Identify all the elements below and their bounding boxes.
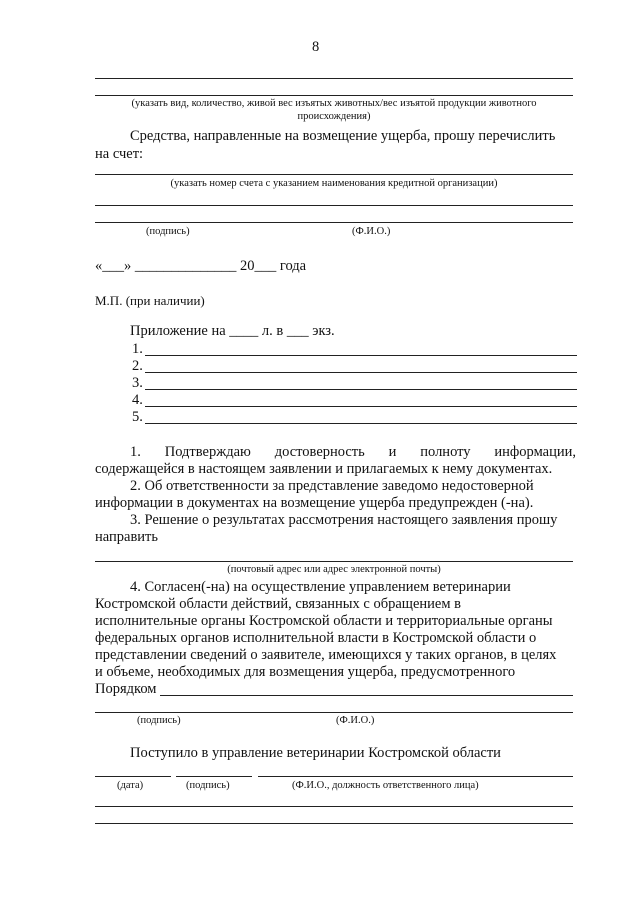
animals-caption-line-1: (указать вид, количество, живой вес изъятых животных/вес изъятой продукции животного <box>131 98 537 109</box>
para1-line-2: содержащейся в настоящем заявлении и прилагаемых к нему документах. <box>95 461 553 477</box>
fill-line-account <box>95 174 573 175</box>
fill-line-account-2 <box>95 205 573 206</box>
para4-last-word: Порядком <box>95 681 157 697</box>
appendix-item-1: 1. <box>132 341 143 357</box>
funds-line-1: Средства, направленные на возмещение ущерба, прошу перечислить <box>130 128 556 144</box>
appendix-line-4 <box>145 406 577 407</box>
fill-line-animals <box>95 78 573 79</box>
date-line: «___» ______________ 20___ года <box>95 258 307 274</box>
para4-line-6: и объеме, необходимых для возмещения ущерба, предусмотренного <box>95 664 516 680</box>
received-line: Поступило в управление ветеринарии Костромской области <box>130 745 501 761</box>
fill-line-date <box>95 776 171 777</box>
appendix-item-4: 4. <box>132 392 143 408</box>
para3-line-2: направить <box>95 529 159 545</box>
signature-label-2: (подпись) <box>137 715 181 726</box>
animals-caption-line-2: происхождения) <box>297 111 371 122</box>
para4-line-4: федеральных органов исполнительной власти в Костромской области о <box>95 630 537 646</box>
appendix-line-2 <box>145 372 577 373</box>
fill-line-animals-2 <box>95 95 573 96</box>
appendix-line-1 <box>145 355 577 356</box>
para1-line-1: 1. Подтверждаю достоверность и полноту информации, <box>130 444 576 460</box>
appendix-item-3: 3. <box>132 375 143 391</box>
signature-label-1: (подпись) <box>146 226 190 237</box>
official-label: (Ф.И.О., должность ответственного лица) <box>292 780 479 791</box>
appendix-item-5: 5. <box>132 409 143 425</box>
page-number: 8 <box>312 39 320 55</box>
fill-line-signature-2 <box>95 712 573 713</box>
fio-label-2: (Ф.И.О.) <box>336 715 375 726</box>
funds-line-2: на счет: <box>95 146 144 162</box>
fill-line-official <box>258 776 573 777</box>
stamp-label: М.П. (при наличии) <box>95 293 205 308</box>
fill-line-order <box>160 695 573 696</box>
appendix-header: Приложение на ____ л. в ___ экз. <box>130 323 335 339</box>
appendix-item-2: 2. <box>132 358 143 374</box>
para4-line-3: исполнительные органы Костромской области и территориальные органы <box>95 613 553 629</box>
para3-line-1: 3. Решение о результатах рассмотрения настоящего заявления прошу <box>130 512 558 528</box>
para4-line-5: представлении сведений о заявителе, имеющихся у таких органов, в целях <box>95 647 557 663</box>
para4-line-2: Костромской области действий, связанных с обращением в <box>95 596 461 612</box>
signature-label-3: (подпись) <box>186 780 230 791</box>
para2-line-1: 2. Об ответственности за представление заведомо недостоверной <box>130 478 534 494</box>
fill-line-bottom-2 <box>95 823 573 824</box>
para4-line-1: 4. Согласен(-на) на осуществление управлением ветеринарии <box>130 579 511 595</box>
fill-line-address <box>95 561 573 562</box>
account-caption: (указать номер счета с указанием наименования кредитной организации) <box>170 178 498 189</box>
fio-label-1: (Ф.И.О.) <box>352 226 391 237</box>
appendix-line-5 <box>145 423 577 424</box>
date-label: (дата) <box>117 780 144 791</box>
fill-line-bottom-1 <box>95 806 573 807</box>
fill-line-signature-1 <box>95 222 573 223</box>
address-caption: (почтовый адрес или адрес электронной почты) <box>227 564 441 575</box>
para2-line-2: информации в документах на возмещение ущерба предупрежден (-на). <box>95 495 534 511</box>
fill-line-signature-3 <box>176 776 252 777</box>
appendix-line-3 <box>145 389 577 390</box>
